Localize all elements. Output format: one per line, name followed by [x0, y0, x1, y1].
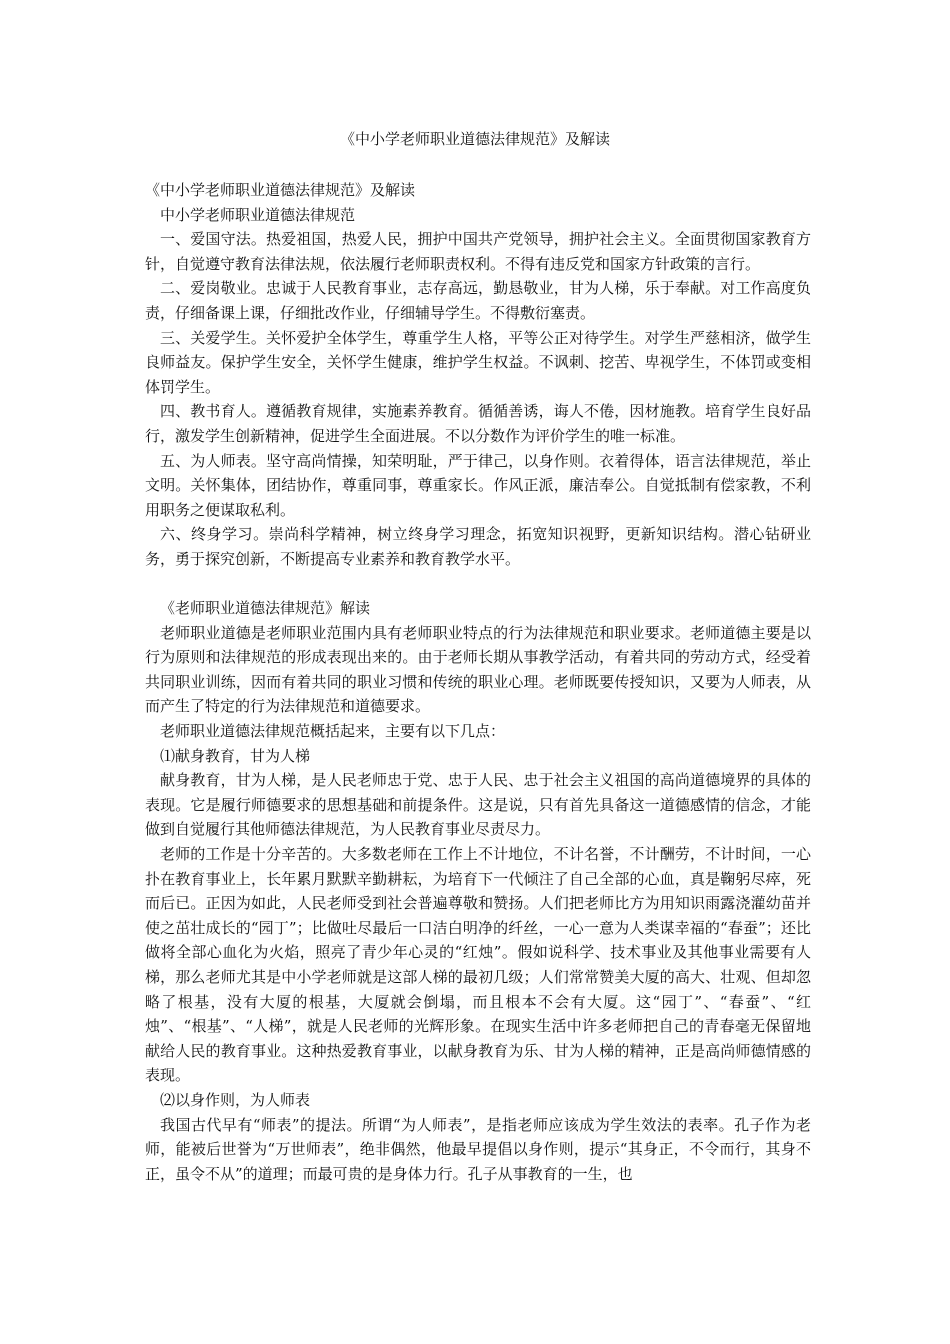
- interpretation-heading: 《老师职业道德法律规范》解读: [160, 599, 371, 618]
- body-paragraph: 我国古代早有“师表”的提法。所谓“为人师表”，是指老师应该成为学生效法的表率。孔子作为老师，能被后世誉为“万世师表”，绝非偶然，他最早提倡以身作则，提示“其身正，不令而行，其身不正，虽令不从”的道理；而最可贵的是身体力行。孔子从事教育的一生，也: [145, 1115, 811, 1183]
- document-body: [145, 178, 811, 1186]
- document-title: 《中小学老师职业道德法律规范》及解读: [339, 130, 610, 148]
- body-paragraph: 献身教育，甘为人梯，是人民老师忠于党、忠于人民、忠于社会主义祖国的高尚道德境界的具体的表现。它是履行师德要求的思想基础和前提条件。这是说，只有首先具备这一道德感情的信念，才能做到自觉履行其他师德法律规范，为人民教育事业尽责尽力。: [145, 771, 811, 839]
- point-title: ⑵以身作则，为人师表: [160, 1090, 311, 1109]
- article-paragraph: 五、为人师表。坚守高尚情操，知荣明耻，严于律己，以身作则。衣着得体，语言法律规范，举止文明。关怀集体，团结协作，尊重同事，尊重家长。作风正派，廉洁奉公。自觉抵制有偿家教，不利用职务之便谋取私利。: [145, 451, 811, 519]
- body-paragraph: 老师职业道德是老师职业范围内具有老师职业特点的行为法律规范和职业要求。老师道德主要是以行为原则和法律规范的形成表现出来的。由于老师长期从事教学活动，有着共同的劳动方式，经受着共同职业训练，因而有着共同的职业习惯和传统的职业心理。老师既要传授知识，又要为人师表，从而产生了特定的行为法律规范和道德要求。: [145, 623, 811, 716]
- point-title: ⑴献身教育，甘为人梯: [160, 746, 311, 765]
- article-paragraph: 三、关爱学生。关怀爱护全体学生，尊重学生人格，平等公正对待学生。对学生严慈相济，做学生良师益友。保护学生安全，关怀学生健康，维护学生权益。不讽刺、挖苦、卑视学生，不体罚或变相体罚学生。: [145, 328, 811, 396]
- body-paragraph: 老师的工作是十分辛苦的。大多数老师在工作上不计地位，不计名誉，不计酬劳，不计时间，一心扑在教育事业上，长年累月默默辛勤耕耘，为培育下一代倾注了自己全部的心血，真是鞠躬尽瘁，死而后已。正因为如此，人民老师受到社会普遍尊敬和赞扬。人们把老师比方为用知识雨露浇灌幼苗并使之茁壮成长的“园丁”；比做吐尽最后一口洁白明净的纤丝，一心一意为人类谋幸福的“春蚕”；还比做将全部心血化为火焰，照亮了青少年心灵的“红烛”。假如说科学、技术事业及其他事业需要有人梯，那么老师尤其是中小学老师就是这部人梯的最初几级；人们常常赞美大厦的高大、壮观、但却忽略了根基，没有大厦的根基，大厦就会倒塌，而且根本不会有大厦。这“园丁”、“春蚕”、“红烛”、“根基”、“人梯”，就是人民老师的光辉形象。在现实生活中许多老师把自己的青春毫无保留地献给人民的教育事业。这种热爱教育事业，以献身教育为乐、甘为人梯的精神，正是高尚师德情感的表现。: [145, 845, 811, 1085]
- article-paragraph: 二、爱岗敬业。忠诚于人民教育事业，志存高远，勤恳敬业，甘为人梯，乐于奉献。对工作高度负责，仔细备课上课，仔细批改作业，仔细辅导学生。不得敷衍塞责。: [145, 279, 811, 322]
- blank-line: [145, 572, 811, 597]
- article-paragraph: 四、教书育人。遵循教育规律，实施素养教育。循循善诱，诲人不倦，因材施教。培育学生良好品行，激发学生创新精神，促进学生全面进展。不以分数作为评价学生的唯一标准。: [145, 402, 811, 445]
- article-paragraph: 一、爱国守法。热爱祖国，热爱人民，拥护中国共产党领导，拥护社会主义。全面贯彻国家教育方针，自觉遵守教育法律法规，依法履行老师职责权利。不得有违反党和国家方针政策的言行。: [145, 230, 811, 273]
- body-paragraph: 老师职业道德法律规范概括起来，主要有以下几点：: [160, 722, 506, 741]
- article-paragraph: 六、终身学习。崇尚科学精神，树立终身学习理念，拓宽知识视野，更新知识结构。潜心钻研业务，勇于探究创新，不断提高专业素养和教育教学水平。: [145, 525, 811, 568]
- section-heading: 《中小学老师职业道德法律规范》及解读: [145, 181, 416, 199]
- subheading: 中小学老师职业道德法律规范: [160, 205, 356, 224]
